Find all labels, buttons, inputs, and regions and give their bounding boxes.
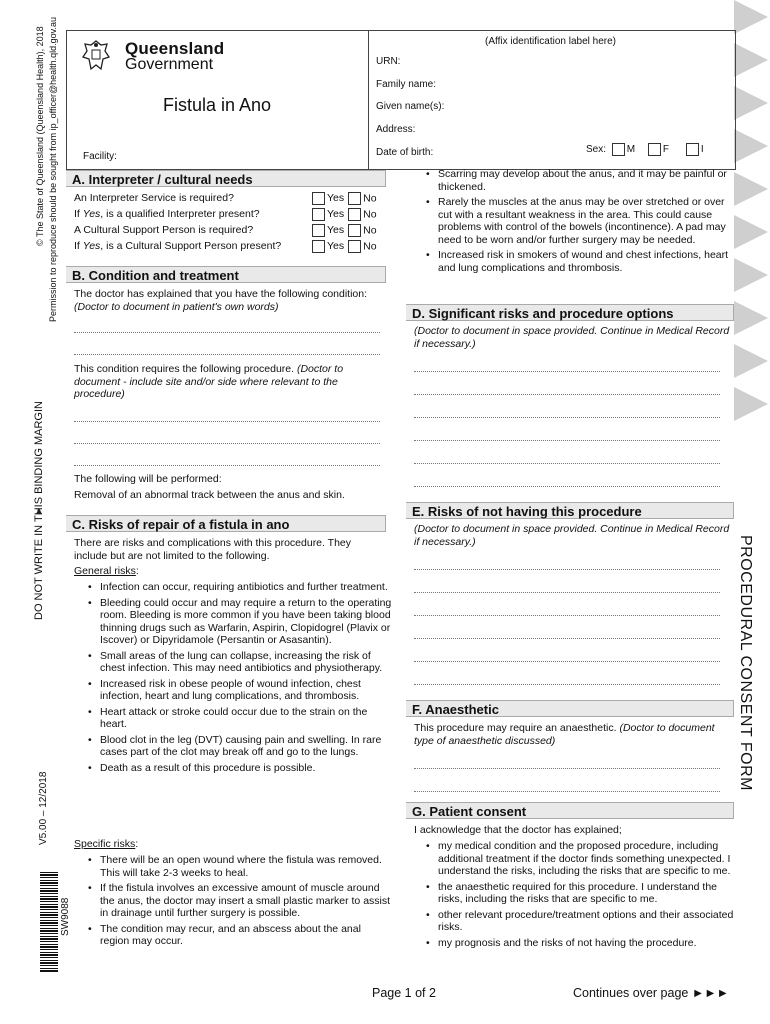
b-removal: Removal of an abnormal track between the anus and skin. xyxy=(74,489,345,501)
section-g-title: G. Patient consent xyxy=(406,802,734,819)
a-q3: A Cultural Support Person is required? xyxy=(74,224,254,236)
edge-triangle-icon xyxy=(734,86,768,120)
consent-item: • my medical condition and the proposed procedure, including additional treatment if the doctor finds something unexpected. I understand the risks, including the risks that are specific to me. xyxy=(412,840,734,878)
sex-m-checkbox[interactable] xyxy=(612,143,625,156)
edge-triangle-icon xyxy=(734,215,768,249)
specific-risk-item: • If the fistula involves an excessive amount of muscle around the anus, the doctor may insert a small plastic marker to assist in drainage until further surgery is possible. xyxy=(74,882,392,920)
arrow-up-icon xyxy=(36,508,42,514)
general-risk-item: • Small areas of the lung can collapse, increasing the risk of chest infection. This may need antibiotics and physiotherapy. xyxy=(74,650,392,675)
sex-f-label: F xyxy=(662,144,670,156)
d-line-4[interactable] xyxy=(414,440,720,441)
yes-checkbox[interactable] xyxy=(312,240,325,253)
no-checkbox[interactable] xyxy=(348,208,361,221)
b-procedure-line-2[interactable] xyxy=(74,443,380,444)
e-line-2[interactable] xyxy=(414,592,720,593)
e-line-3[interactable] xyxy=(414,615,720,616)
yes-checkbox[interactable] xyxy=(312,208,325,221)
form-code: SW9088 xyxy=(60,897,71,936)
f-text: This procedure may require an anaesthetic. (Doctor to document type of anaesthetic discussed) xyxy=(414,722,715,747)
c-general-heading: General risks: xyxy=(74,565,139,577)
address-label[interactable]: Address: xyxy=(376,124,416,135)
yes-checkbox[interactable] xyxy=(312,192,325,205)
version-text: V5.00 – 12/2018 xyxy=(38,771,49,845)
a-q2: If Yes, is a qualified Interpreter present? xyxy=(74,208,260,220)
section-e-title: E. Risks of not having this procedure xyxy=(406,502,734,519)
b-procedure-line-1[interactable] xyxy=(74,421,380,422)
sex-f-checkbox[interactable] xyxy=(648,143,661,156)
consent-list xyxy=(412,840,734,952)
consent-item: • other relevant procedure/treatment options and their associated risks. xyxy=(412,909,734,934)
general-risks-list xyxy=(74,581,392,777)
d-line-1[interactable] xyxy=(414,371,720,372)
c-specific-heading: Specific risks: xyxy=(74,838,139,850)
b-condition-line-2[interactable] xyxy=(74,354,380,355)
section-d-title: D. Significant risks and procedure options xyxy=(406,304,734,321)
edge-triangle-icon xyxy=(734,301,768,335)
copyright-text: © The State of Queensland (Queensland Health), 2018 xyxy=(35,26,45,246)
no-label: No xyxy=(363,208,377,221)
a-q1: An Interpreter Service is required? xyxy=(74,192,234,204)
permission-text: Permission to reproduce should be sought from ip_officer@health.qld.gov.au xyxy=(48,17,58,322)
edge-triangle-icon xyxy=(734,387,768,421)
form-header xyxy=(66,30,736,170)
d-line-3[interactable] xyxy=(414,417,720,418)
a-answer-row xyxy=(312,208,377,221)
b-proc-intro: This condition requires the following procedure. (Doctor to document - include site and/or side where relevant to the procedure) xyxy=(74,363,344,400)
sex-field xyxy=(586,143,704,156)
e-line-5[interactable] xyxy=(414,661,720,662)
d-line-6[interactable] xyxy=(414,486,720,487)
logo-word: Queensland xyxy=(125,39,225,58)
g-intro: I acknowledge that the doctor has explained; xyxy=(414,824,622,836)
yes-label: Yes xyxy=(327,208,345,221)
d-note: (Doctor to document in space provided. Continue in Medical Record if necessary.) xyxy=(414,325,730,350)
consent-item: • my prognosis and the risks of not having the procedure. xyxy=(412,937,734,950)
family-name-label[interactable]: Family name: xyxy=(376,79,437,90)
section-a-title: A. Interpreter / cultural needs xyxy=(66,170,386,187)
specific-risk-item: • There will be an open wound where the fistula was removed. This will take 2-3 weeks to heal. xyxy=(74,854,392,879)
yes-label: Yes xyxy=(327,224,345,237)
section-b-title: B. Condition and treatment xyxy=(66,266,386,283)
form-title: Fistula in Ano xyxy=(163,95,272,115)
d-line-2[interactable] xyxy=(414,394,720,395)
general-risk-item: • Infection can occur, requiring antibiotics and further treatment. xyxy=(74,581,392,594)
no-label: No xyxy=(363,224,377,237)
edge-triangle-icon xyxy=(734,172,768,206)
queensland-crest-icon xyxy=(81,39,111,73)
specific-risk-item: • Scarring may develop about the anus, and it may be painful or thickened. xyxy=(412,168,734,193)
facility-label: Facility: xyxy=(83,151,117,162)
a-answer-row xyxy=(312,192,377,205)
general-risk-item: • Bleeding could occur and may require a return to the operating room. Bleeding is more common if you have been taking blood thinning drugs such as Warfarin, Aspirin, Clopidogrel (Plavix or Iscover) or Dipyridamole (Persantin or Asasantin). xyxy=(74,597,392,647)
a-q4: If Yes, is a Cultural Support Person present? xyxy=(74,240,282,252)
edge-triangle-icon xyxy=(734,43,768,77)
e-line-4[interactable] xyxy=(414,638,720,639)
specific-risk-item: • The condition may recur, and an abscess about the anal region may occur. xyxy=(74,923,392,948)
edge-triangle-icon xyxy=(734,258,768,292)
f-line-1[interactable] xyxy=(414,768,720,769)
specific-risks-list xyxy=(74,854,392,951)
no-label: No xyxy=(363,192,377,205)
b-procedure-line-3[interactable] xyxy=(74,465,380,466)
f-line-2[interactable] xyxy=(414,791,720,792)
sex-i-checkbox[interactable] xyxy=(686,143,699,156)
edge-triangle-icon xyxy=(734,344,768,378)
barcode xyxy=(40,872,58,972)
yes-checkbox[interactable] xyxy=(312,224,325,237)
urn-label[interactable]: URN: xyxy=(376,56,401,67)
d-line-5[interactable] xyxy=(414,463,720,464)
general-risk-item: • Increased risk in obese people of wound infection, chest infection, heart and lung complications, and thrombosis. xyxy=(74,678,392,703)
edge-triangle-icon xyxy=(734,129,768,163)
yes-label: Yes xyxy=(327,192,345,205)
specific-risk-item: • Increased risk in smokers of wound and chest infections, heart and lung complications and thrombosis. xyxy=(412,249,734,274)
general-risk-item: • Blood clot in the leg (DVT) causing pain and swelling. In rare cases part of the clot may break off and go to the lungs. xyxy=(74,734,392,759)
affix-label: (Affix identification label here) xyxy=(485,36,616,47)
b-condition-line-1[interactable] xyxy=(74,332,380,333)
logo-sub: Government xyxy=(125,56,214,73)
sex-m-label: M xyxy=(626,144,636,156)
a-answer-row xyxy=(312,224,377,237)
binding-margin-text: DO NOT WRITE IN THIS BINDING MARGIN xyxy=(33,401,45,620)
b-intro: The doctor has explained that you have the following condition: (Doctor to document in patient's own words) xyxy=(74,288,368,313)
no-checkbox[interactable] xyxy=(348,240,361,253)
no-label: No xyxy=(363,240,377,253)
general-risk-item: • Heart attack or stroke could occur due to the strain on the heart. xyxy=(74,706,392,731)
edge-triangle-icon xyxy=(734,0,768,34)
e-line-6[interactable] xyxy=(414,684,720,685)
section-f-title: F. Anaesthetic xyxy=(406,700,734,717)
e-note: (Doctor to document in space provided. Continue in Medical Record if necessary.) xyxy=(414,523,730,548)
dob-label[interactable]: Date of birth: xyxy=(376,147,434,158)
specific-risk-item: • Rarely the muscles at the anus may be over stretched or over cut with a resultant weakness in the area. This could cause problems with control of the bowels (incontinence). A pad may need to be worn and/or further surgery may be needed. xyxy=(412,196,734,246)
c-intro: There are risks and complications with this procedure. They include but are not limited to the following. xyxy=(74,537,352,562)
no-checkbox[interactable] xyxy=(348,224,361,237)
b-following: The following will be performed: xyxy=(74,473,222,485)
yes-label: Yes xyxy=(327,240,345,253)
continues-over-page: Continues over page ►►► xyxy=(573,986,729,1000)
given-names-label[interactable]: Given name(s): xyxy=(376,101,445,112)
form-type-vertical: PROCEDURAL CONSENT FORM xyxy=(737,535,754,791)
sex-i-label: I xyxy=(700,144,704,156)
page-number: Page 1 of 2 xyxy=(372,986,436,1000)
sex-label: Sex: xyxy=(586,144,607,156)
a-answer-row xyxy=(312,240,377,253)
no-checkbox[interactable] xyxy=(348,192,361,205)
e-line-1[interactable] xyxy=(414,569,720,570)
general-risk-item: • Death as a result of this procedure is possible. xyxy=(74,762,392,775)
consent-item: • the anaesthetic required for this procedure. I understand the risks, including the risks that are specific to me. xyxy=(412,881,734,906)
section-c-title: C. Risks of repair of a fistula in ano xyxy=(66,515,386,532)
continued-risks-list xyxy=(412,168,734,277)
